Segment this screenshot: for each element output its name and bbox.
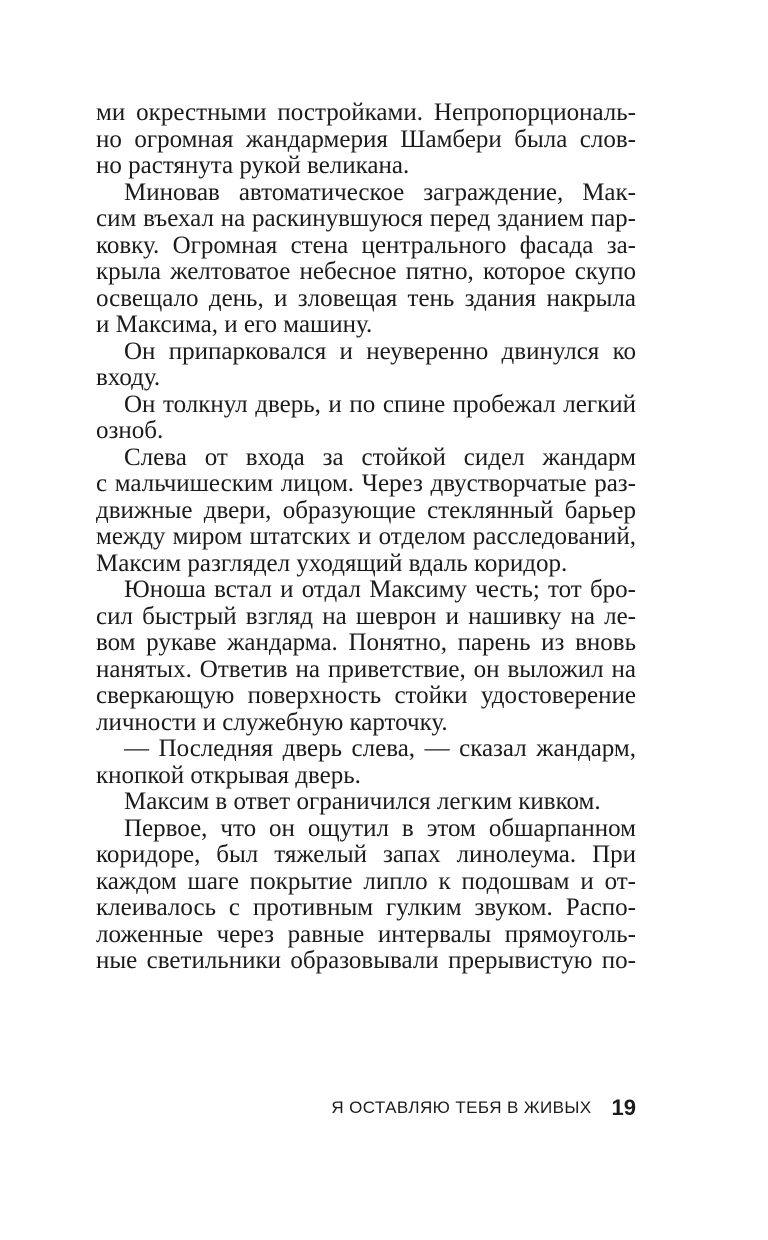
text-line: ные светильники образовывали прерывистую по- [96,947,636,974]
text-line: личности и служебную карточку. [96,708,448,736]
text-line: с мальчишеским лицом. Через двустворчатые раз- [96,470,636,497]
text-line: сил быстрый взгляд на шеврон и нашивку на ле- [96,602,636,630]
paragraph-first-line: Слева от входа за стойкой сидел жандарм [124,443,636,471]
paragraph-first-line: Юноша встал и отдал Максиму честь; тот бро- [124,576,636,603]
text-line: клеивалось с противным гулким звуком. Распо- [96,894,636,921]
paragraph-first-line: Миновав автоматическое заграждение, Мак- [124,178,636,206]
text-line: нанятых. Ответив на приветствие, он выложил на [96,655,636,683]
text-line: сим въехал на раскинувшуюся перед зданием пар- [96,205,636,232]
text-line: кнопкой открывая дверь. [96,761,361,789]
body-text [96,100,636,975]
text-line: сверкающую поверхность стойки удостоверение [96,682,636,709]
text-line: входу. [96,364,161,391]
paragraph-first-line: Он припарковался и неуверенно двинулся ко [124,337,636,365]
text-line: ковку. Огромная стена центрального фасада за- [96,231,636,259]
text-line: но растянута рукой великана. [96,152,410,179]
text-line: озноб. [96,417,164,444]
text-line: между миром штатских и отделом расследований, [96,523,636,550]
text-line: движные двери, образующие стеклянный барьер [96,496,636,524]
text-line: ложенные через равные интервалы прямоуголь- [96,920,636,948]
text-line: вом рукаве жандарма. Понятно, парень из вновь [96,629,636,656]
text-line: коридоре, был тяжелый запах линолеума. При [96,841,636,868]
text-line: и Максима, и его машину. [96,311,373,338]
text-line: освещало день, и зловещая тень здания накрыла [96,284,636,312]
paragraph-first-line: — Последняя дверь слева, — сказал жандарм, [124,735,636,762]
running-footer [96,1093,636,1123]
running-title: Я ОСТАВЛЯЮ ТЕБЯ В ЖИВЫХ [331,1098,592,1117]
page-number: 19 [611,1095,636,1120]
paragraph-first-line: Он толкнул дверь, и по спине пробежал легкий [124,390,636,418]
text-line: каждом шаге покрытие липло к подошвам и от- [96,867,636,895]
text-line: крыла желтоватое небесное пятно, которое скупо [96,258,636,285]
paragraph-first-line: Максим в ответ ограничился легким кивком. [124,788,601,815]
paragraph-first-line: Первое, что он ощутил в этом обшарпанном [124,814,636,842]
text-line: ми окрестными постройками. Непропорциональ- [96,99,636,126]
text-line: но огромная жандармерия Шамбери была слов- [96,125,636,153]
text-line: Максим разглядел уходящий вдаль коридор. [96,549,568,577]
